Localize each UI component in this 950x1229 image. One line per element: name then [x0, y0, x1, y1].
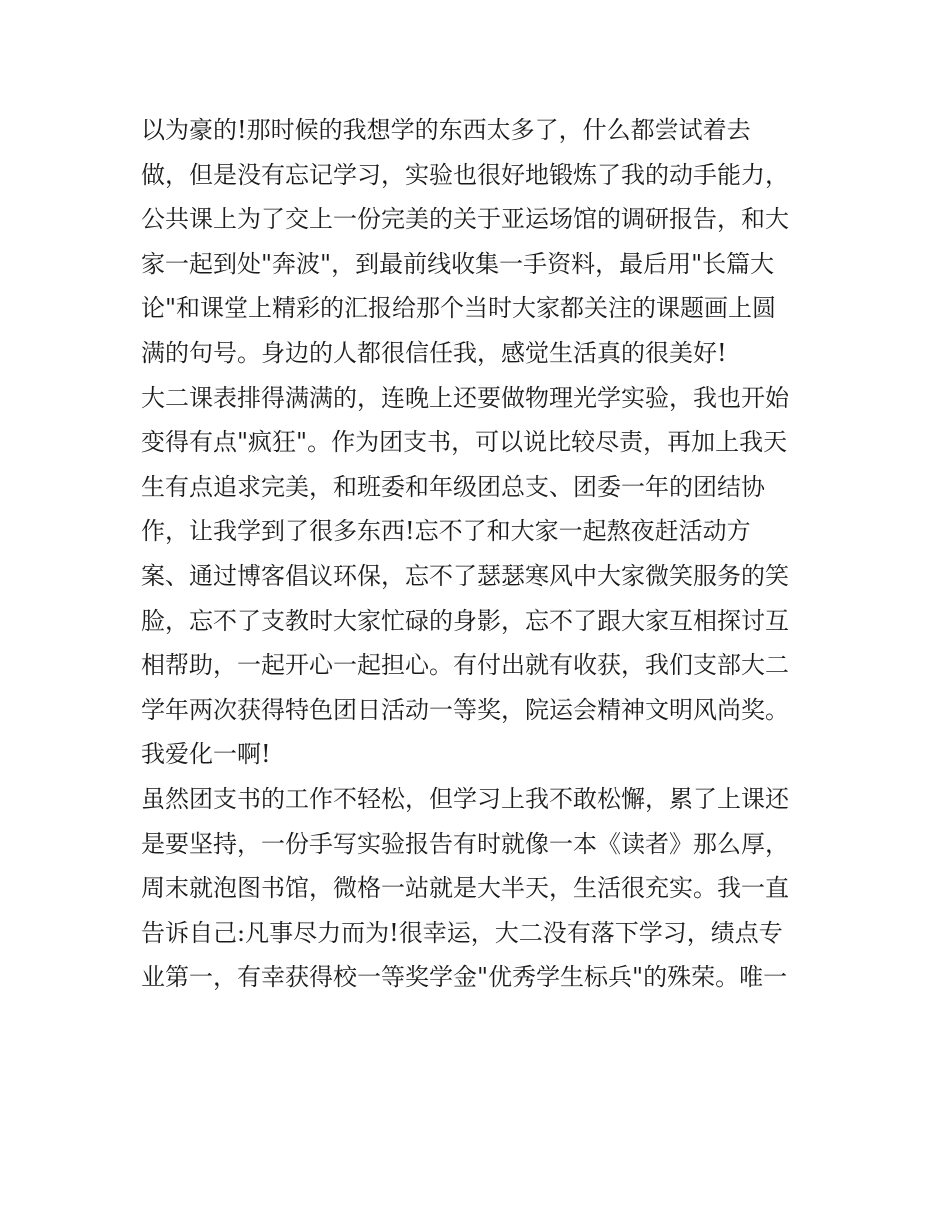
text-line: 案、通过博客倡议环保，忘不了瑟瑟寒风中大家微笑服务的笑 — [141, 561, 789, 590]
text-line: 论"和课堂上精彩的汇报给那个当时大家都关注的课题画上圆 — [141, 294, 777, 323]
text-line: 是要坚持，一份手写实验报告有时就像一本《读者》那么厚， — [141, 829, 789, 858]
text-line: 满的句号。身边的人都很信任我，感觉生活真的很美好! — [141, 338, 727, 367]
text-line: 告诉自己:凡事尽力而为!很幸运，大二没有落下学习，绩点专 — [141, 918, 783, 947]
text-line: 相帮助，一起开心一起担心。有付出就有收获，我们支部大二 — [141, 651, 789, 680]
text-line: 作，让我学到了很多东西!忘不了和大家一起熬夜赶活动方 — [141, 517, 751, 546]
text-line: 生有点追求完美，和班委和年级团总支、团委一年的团结协 — [141, 472, 765, 501]
text-line: 以为豪的!那时候的我想学的东西太多了，什么都尝试着去 — [141, 116, 751, 144]
text-line: 家一起到处"奔波"，到最前线收集一手资料，最后用"长篇大 — [141, 249, 775, 278]
text-line: 虽然团支书的工作不轻松，但学习上我不敢松懈，累了上课还 — [141, 784, 789, 813]
text-line: 大二课表排得满满的，连晚上还要做物理光学实验，我也开始 — [141, 383, 789, 412]
text-line: 变得有点"疯狂"。作为团支书，可以说比较尽责，再加上我天 — [141, 428, 788, 457]
body-text — [141, 108, 821, 1000]
text-line: 业第一，有幸获得校一等奖学金"优秀学生标兵"的殊荣。唯一 — [141, 963, 788, 992]
text-line: 公共课上为了交上一份完美的关于亚运场馆的调研报告，和大 — [141, 205, 789, 234]
text-line: 脸，忘不了支教时大家忙碌的身影，忘不了跟大家互相探讨互 — [141, 606, 789, 635]
text-line: 我爱化一啊! — [141, 740, 271, 769]
text-line: 周末就泡图书馆，微格一站就是大半天，生活很充实。我一直 — [141, 874, 789, 903]
text-line: 做，但是没有忘记学习，实验也很好地锻炼了我的动手能力， — [141, 160, 789, 189]
text-line: 学年两次获得特色团日活动一等奖，院运会精神文明风尚奖。 — [141, 695, 789, 724]
